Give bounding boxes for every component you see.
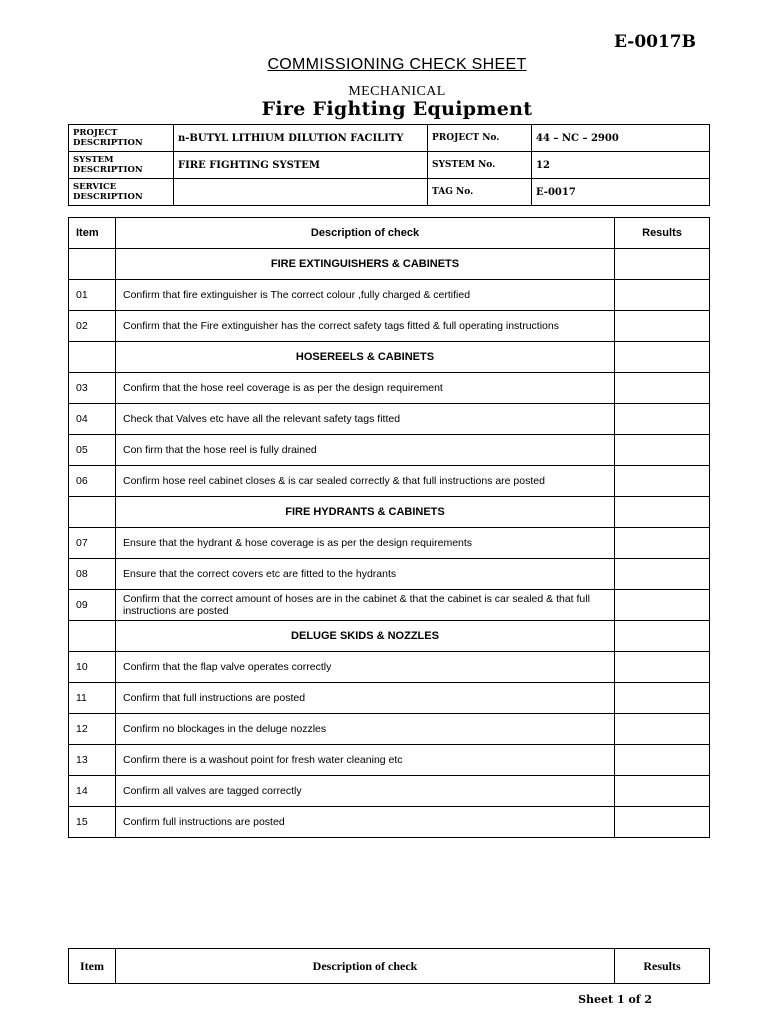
sheet-number: Sheet 1 of 2 bbox=[578, 993, 652, 1006]
description-column-header: Description of check bbox=[116, 218, 615, 249]
section-item-cell bbox=[69, 621, 116, 652]
item-number: 13 bbox=[69, 745, 116, 776]
item-number: 02 bbox=[69, 311, 116, 342]
continuation-header-row bbox=[69, 949, 710, 984]
subject-title: Fire Fighting Equipment bbox=[261, 98, 533, 120]
table-row bbox=[69, 745, 710, 776]
system-no-label: SYSTEM No. bbox=[428, 152, 532, 179]
result-cell[interactable] bbox=[615, 373, 710, 404]
project-row bbox=[69, 125, 710, 152]
section-title: HOSEREELS & CABINETS bbox=[116, 342, 615, 373]
check-description: Confirm no blockages in the deluge nozzles bbox=[116, 714, 615, 745]
item-number: 04 bbox=[69, 404, 116, 435]
section-row bbox=[69, 621, 710, 652]
result-cell[interactable] bbox=[615, 807, 710, 838]
service-description-label: SERVICE DESCRIPTION bbox=[69, 179, 174, 206]
result-cell[interactable] bbox=[615, 435, 710, 466]
project-description-value: n-BUTYL LITHIUM DILUTION FACILITY bbox=[174, 125, 428, 152]
checks-table bbox=[68, 217, 710, 838]
table-row bbox=[69, 807, 710, 838]
check-description: Confirm that the Fire extinguisher has the correct safety tags fitted & full operating instructions bbox=[116, 311, 615, 342]
checks-header-row bbox=[69, 218, 710, 249]
item-number: 06 bbox=[69, 466, 116, 497]
result-cell[interactable] bbox=[615, 776, 710, 807]
check-description: Confirm there is a washout point for fresh water cleaning etc bbox=[116, 745, 615, 776]
table-row bbox=[69, 559, 710, 590]
check-description: Ensure that the correct covers etc are fitted to the hydrants bbox=[116, 559, 615, 590]
result-cell[interactable] bbox=[615, 466, 710, 497]
tag-no-label: TAG No. bbox=[428, 179, 532, 206]
table-row bbox=[69, 373, 710, 404]
check-description: Confirm that full instructions are posted bbox=[116, 683, 615, 714]
table-row bbox=[69, 528, 710, 559]
section-results-cell bbox=[615, 497, 710, 528]
result-cell[interactable] bbox=[615, 745, 710, 776]
discipline-label: MECHANICAL bbox=[348, 84, 446, 99]
item-number: 09 bbox=[69, 590, 116, 621]
item-column-header: Item bbox=[69, 218, 116, 249]
project-info-table bbox=[68, 124, 710, 206]
item-number: 11 bbox=[69, 683, 116, 714]
result-cell[interactable] bbox=[615, 404, 710, 435]
section-item-cell bbox=[69, 249, 116, 280]
check-description: Confirm that the correct amount of hoses are in the cabinet & that the cabinet is car sealed & that full instructions are posted bbox=[116, 590, 615, 621]
table-row bbox=[69, 466, 710, 497]
result-cell[interactable] bbox=[615, 683, 710, 714]
section-title: FIRE HYDRANTS & CABINETS bbox=[116, 497, 615, 528]
results-column-header: Results bbox=[615, 218, 710, 249]
table-row bbox=[69, 683, 710, 714]
project-no-value: 44 – NC – 2900 bbox=[532, 125, 710, 152]
section-results-cell bbox=[615, 249, 710, 280]
project-description-label: PROJECT DESCRIPTION bbox=[69, 125, 174, 152]
section-row bbox=[69, 342, 710, 373]
item-number: 08 bbox=[69, 559, 116, 590]
tag-no-value: E-0017 bbox=[532, 179, 710, 206]
item-column-header: Item bbox=[69, 949, 116, 984]
result-cell[interactable] bbox=[615, 590, 710, 621]
table-row bbox=[69, 435, 710, 466]
table-row bbox=[69, 590, 710, 621]
section-title: DELUGE SKIDS & NOZZLES bbox=[116, 621, 615, 652]
service-description-value bbox=[174, 179, 428, 206]
check-description: Confirm that fire extinguisher is The correct colour ,fully charged & certified bbox=[116, 280, 615, 311]
result-cell[interactable] bbox=[615, 311, 710, 342]
check-description: Con firm that the hose reel is fully drained bbox=[116, 435, 615, 466]
page-title: COMMISSIONING CHECK SHEET bbox=[267, 56, 527, 73]
section-item-cell bbox=[69, 342, 116, 373]
check-description: Confirm hose reel cabinet closes & is car sealed correctly & that full instructions are posted bbox=[116, 466, 615, 497]
section-results-cell bbox=[615, 621, 710, 652]
table-row bbox=[69, 776, 710, 807]
item-number: 05 bbox=[69, 435, 116, 466]
check-description: Confirm that the hose reel coverage is as per the design requirement bbox=[116, 373, 615, 404]
table-row bbox=[69, 280, 710, 311]
check-description: Ensure that the hydrant & hose coverage is as per the design requirements bbox=[116, 528, 615, 559]
check-description: Confirm that the flap valve operates correctly bbox=[116, 652, 615, 683]
section-results-cell bbox=[615, 342, 710, 373]
result-cell[interactable] bbox=[615, 528, 710, 559]
item-number: 12 bbox=[69, 714, 116, 745]
table-row bbox=[69, 714, 710, 745]
result-cell[interactable] bbox=[615, 280, 710, 311]
description-column-header: Description of check bbox=[116, 949, 615, 984]
table-row bbox=[69, 311, 710, 342]
project-no-label: PROJECT No. bbox=[428, 125, 532, 152]
item-number: 10 bbox=[69, 652, 116, 683]
system-no-value: 12 bbox=[532, 152, 710, 179]
section-row bbox=[69, 249, 710, 280]
result-cell[interactable] bbox=[615, 559, 710, 590]
document-code: E-0017B bbox=[613, 32, 696, 52]
table-row bbox=[69, 652, 710, 683]
section-row bbox=[69, 497, 710, 528]
item-number: 15 bbox=[69, 807, 116, 838]
results-column-header: Results bbox=[615, 949, 710, 984]
service-row bbox=[69, 179, 710, 206]
item-number: 07 bbox=[69, 528, 116, 559]
result-cell[interactable] bbox=[615, 652, 710, 683]
item-number: 01 bbox=[69, 280, 116, 311]
check-description: Confirm full instructions are posted bbox=[116, 807, 615, 838]
result-cell[interactable] bbox=[615, 714, 710, 745]
continuation-header-table bbox=[68, 948, 710, 984]
item-number: 14 bbox=[69, 776, 116, 807]
system-row bbox=[69, 152, 710, 179]
item-number: 03 bbox=[69, 373, 116, 404]
table-row bbox=[69, 404, 710, 435]
system-description-label: SYSTEM DESCRIPTION bbox=[69, 152, 174, 179]
check-description: Check that Valves etc have all the relevant safety tags fitted bbox=[116, 404, 615, 435]
section-item-cell bbox=[69, 497, 116, 528]
system-description-value: FIRE FIGHTING SYSTEM bbox=[174, 152, 428, 179]
section-title: FIRE EXTINGUISHERS & CABINETS bbox=[116, 249, 615, 280]
check-description: Confirm all valves are tagged correctly bbox=[116, 776, 615, 807]
